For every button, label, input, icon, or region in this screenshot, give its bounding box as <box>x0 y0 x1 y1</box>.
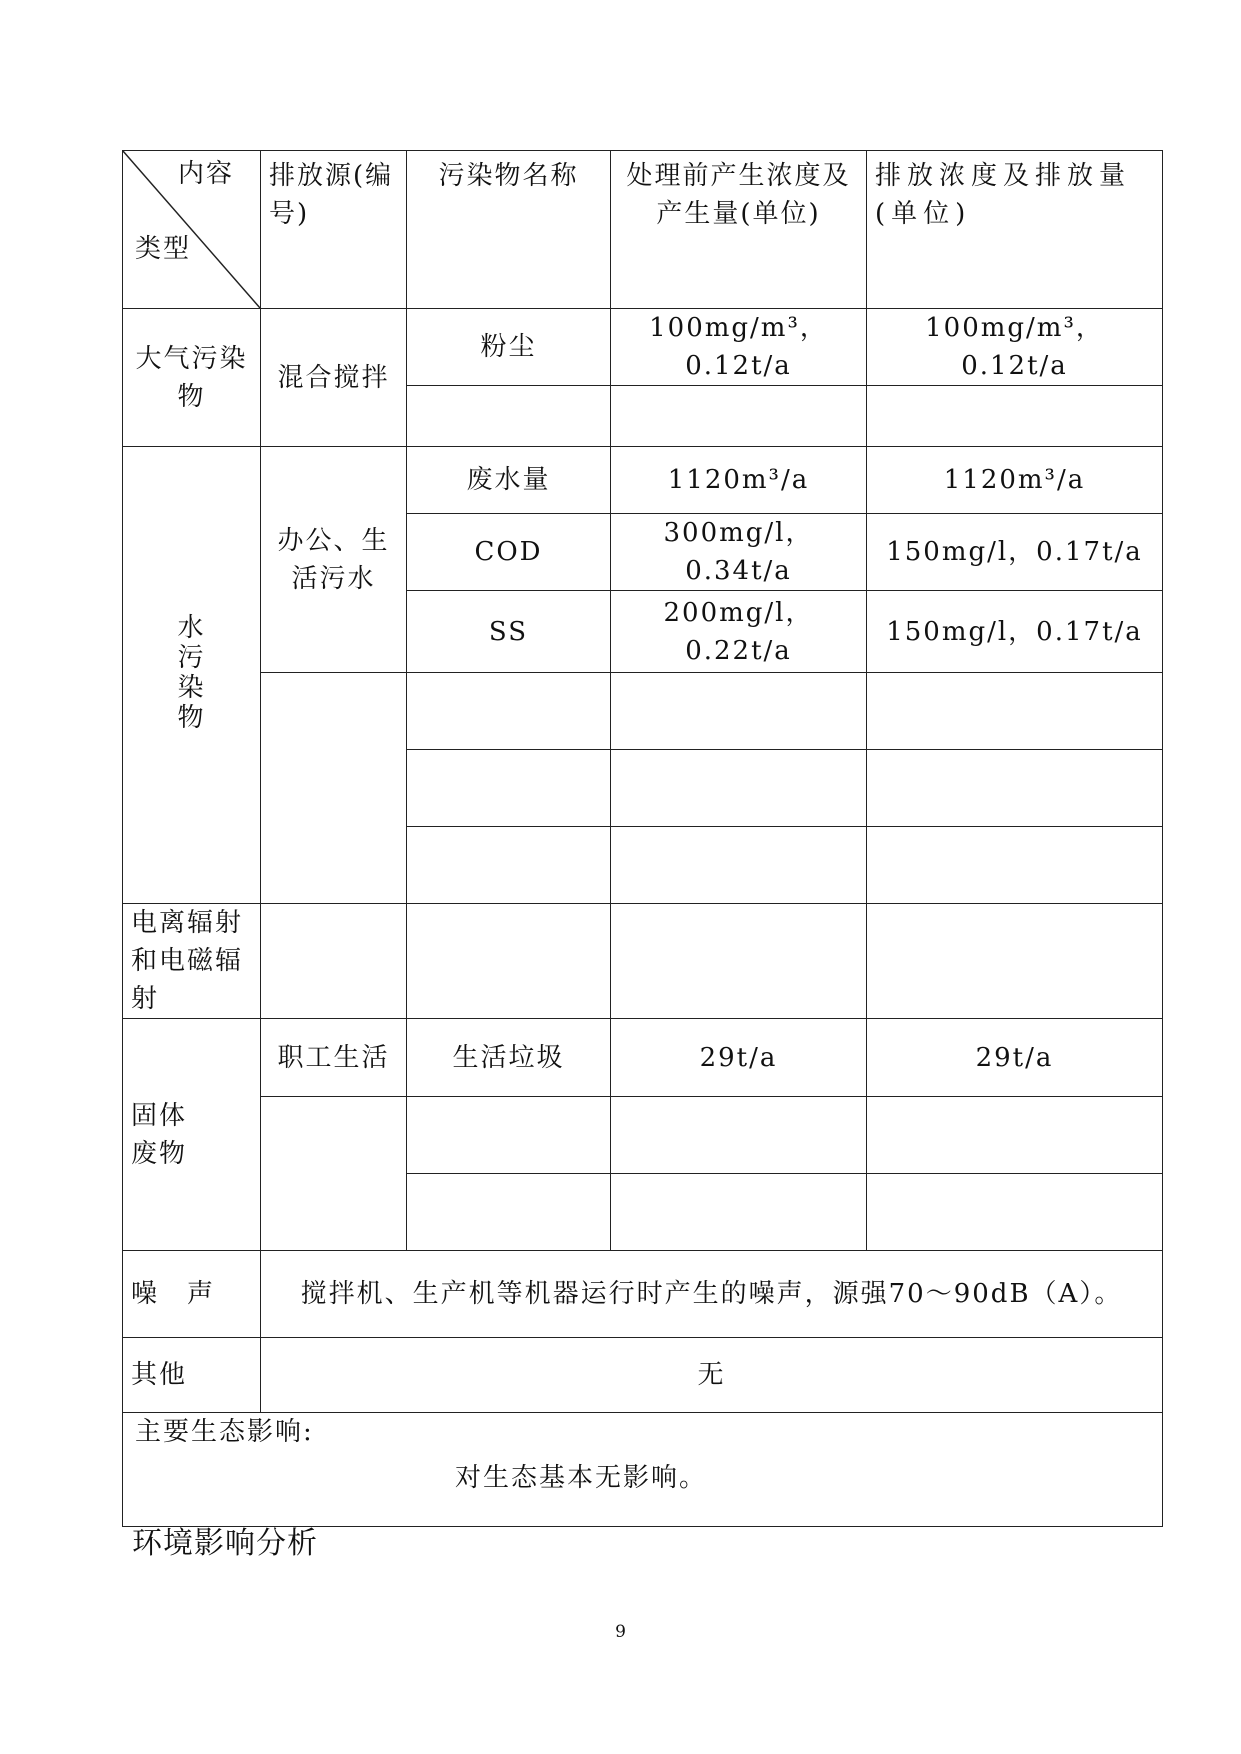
empty-cell <box>407 1174 611 1251</box>
water-type: 水污染物 <box>177 613 206 733</box>
header-after: 排放浓度及排放量(单位) <box>867 151 1163 309</box>
table-row <box>123 1251 1163 1338</box>
empty-cell <box>867 673 1163 750</box>
water-pollutant-1: COD <box>407 514 611 591</box>
header-source: 排放源(编号) <box>261 151 407 309</box>
solid-pollutant: 生活垃圾 <box>407 1019 611 1097</box>
empty-cell <box>611 1174 867 1251</box>
table-row <box>123 904 1163 1019</box>
empty-cell <box>867 386 1163 447</box>
empty-cell <box>407 904 611 1019</box>
noise-type: 噪 声 <box>123 1251 261 1338</box>
water-before-2: 200mg/l，0.22t/a <box>611 591 867 673</box>
radiation-type: 电离辐射和电磁辐射 <box>123 904 261 1019</box>
solid-before: 29t/a <box>611 1019 867 1097</box>
header-pollutant: 污染物名称 <box>407 151 611 309</box>
table-row <box>123 309 1163 386</box>
empty-cell <box>261 904 407 1019</box>
air-after: 100mg/m³，0.12t/a <box>867 309 1163 386</box>
water-type-cell <box>123 447 261 904</box>
ecology-text: 对生态基本无影响。 <box>455 1463 708 1493</box>
empty-cell <box>611 386 867 447</box>
empty-cell <box>261 1097 407 1251</box>
diagonal-header-cell <box>123 151 261 309</box>
emission-table <box>122 150 1163 1527</box>
empty-cell <box>407 1097 611 1174</box>
water-after-1: 150mg/l，0.17t/a <box>867 514 1163 591</box>
water-before-0: 1120m³/a <box>611 447 867 514</box>
table-row <box>123 447 1163 514</box>
air-type: 大气污染物 <box>123 309 261 447</box>
page-number: 9 <box>615 1622 626 1642</box>
empty-cell <box>867 827 1163 904</box>
table-row <box>123 1019 1163 1097</box>
table-header-row <box>123 151 1163 309</box>
table-row-empty <box>123 1097 1163 1174</box>
header-type-label: 类型 <box>135 234 192 264</box>
empty-cell <box>407 673 611 750</box>
ecology-heading: 主要生态影响: <box>135 1417 314 1447</box>
empty-cell <box>611 904 867 1019</box>
table-row <box>123 1338 1163 1413</box>
table-row <box>123 1413 1163 1527</box>
empty-cell <box>261 673 407 904</box>
header-content-label: 内容 <box>177 159 234 189</box>
water-pollutant-2: SS <box>407 591 611 673</box>
empty-cell <box>407 750 611 827</box>
section-title: 环境影响分析 <box>132 1526 318 1561</box>
empty-cell <box>867 1097 1163 1174</box>
empty-cell <box>867 1174 1163 1251</box>
noise-text: 搅拌机、生产机等机器运行时产生的噪声，源强70～90dB（A）。 <box>261 1251 1163 1338</box>
empty-cell <box>407 827 611 904</box>
empty-cell <box>611 673 867 750</box>
air-pollutant: 粉尘 <box>407 309 611 386</box>
empty-cell <box>867 750 1163 827</box>
empty-cell <box>867 904 1163 1019</box>
solid-type: 固体废物 <box>123 1019 261 1251</box>
table-row-empty <box>123 673 1163 750</box>
water-after-2: 150mg/l，0.17t/a <box>867 591 1163 673</box>
other-text: 无 <box>261 1338 1163 1413</box>
empty-cell <box>407 386 611 447</box>
air-before: 100mg/m³，0.12t/a <box>611 309 867 386</box>
empty-cell <box>611 827 867 904</box>
solid-after: 29t/a <box>867 1019 1163 1097</box>
water-before-1: 300mg/l，0.34t/a <box>611 514 867 591</box>
header-before: 处理前产生浓度及产生量(单位) <box>611 151 867 309</box>
empty-cell <box>611 1097 867 1174</box>
empty-cell <box>611 750 867 827</box>
water-source: 办公、生活污水 <box>261 447 407 673</box>
other-type: 其他 <box>123 1338 261 1413</box>
water-after-0: 1120m³/a <box>867 447 1163 514</box>
air-source: 混合搅拌 <box>261 309 407 447</box>
water-pollutant-0: 废水量 <box>407 447 611 514</box>
ecology-cell <box>123 1413 1163 1527</box>
solid-source: 职工生活 <box>261 1019 407 1097</box>
